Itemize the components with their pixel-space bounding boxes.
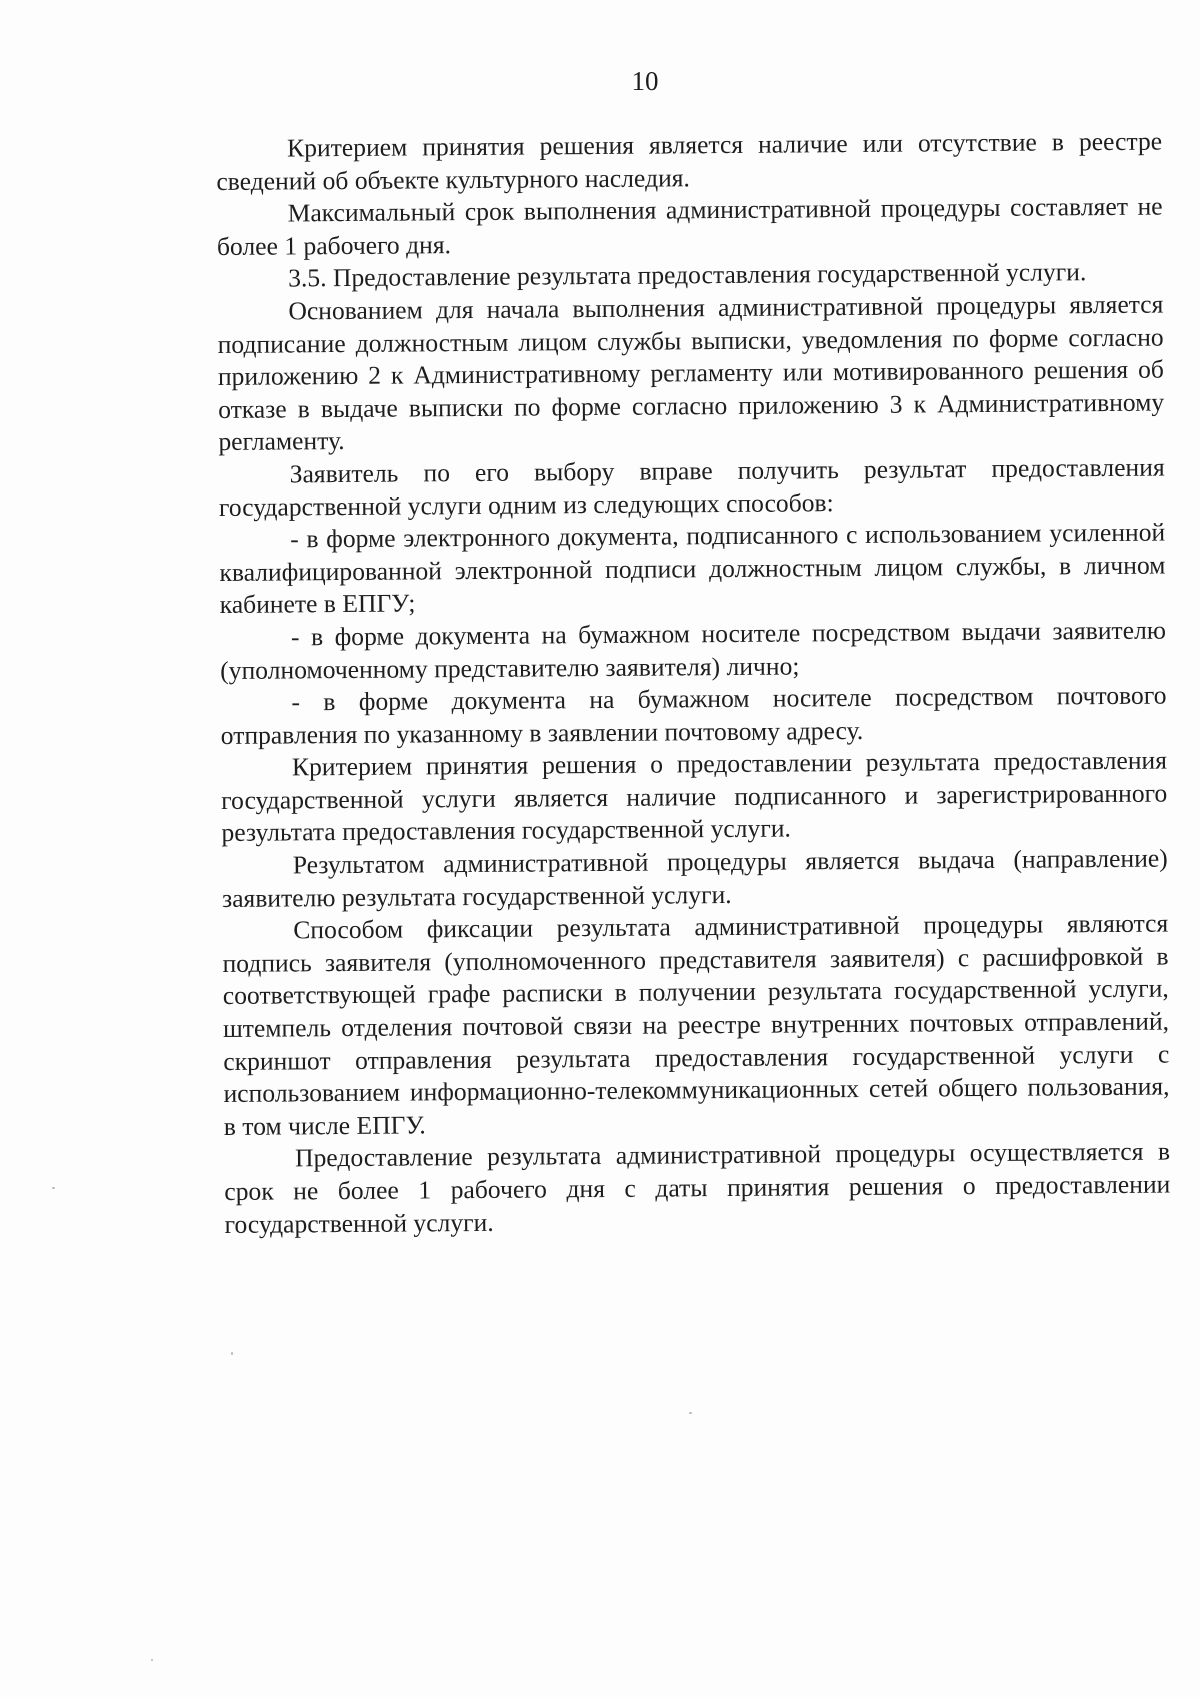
paragraph-delivery-term: Предоставление результата административной процедуры осуществляется в срок не более 1 рабочего дня с даты принятия решения о предоставлении государственной услуги.	[224, 1136, 1171, 1239]
paragraph-criterion-registry: Критерием принятия решения является наличие или отсутствие в реестре сведений об объекте культурного наследия.	[216, 126, 1163, 196]
list-item-paper-by-post: - в форме документа на бумажном носителе посредством почтового отправления по указанному в заявлении почтовому адресу.	[220, 680, 1167, 750]
paragraph-recording-method: Способом фиксации результата административной процедуры являются подпись заявителя (уполномоченного представителя заявителя) с расшифровкой в соответствующей графе расписки в получении результата государственной услуги, штемпель отделения почтовой связи на реестре внутренних почтовых отправлений, скриншот отправления результата предоставления государственной услуги с использованием информационно-телекоммуникационных сетей общего пользования, в том числе ЕПГУ.	[222, 908, 1170, 1141]
paragraph-decision-criterion: Критерием принятия решения о предоставлении результата предоставления государственной услуги является наличие подписанного и зарегистрированного результата предоставления государственной услуги.	[221, 745, 1168, 848]
paragraph-grounds: Основанием для начала выполнения административной процедуры является подписание должностным лицом службы выписки, уведомления по форме согласно приложению 2 к Административному регламенту или мотивированного решения об отказе в выдаче выписки по форме согласно приложению 3 к Административному регламенту.	[217, 289, 1165, 457]
list-item-paper-in-person: - в форме документа на бумажном носителе посредством выдачи заявителю (уполномоченному представителю заявителя) лично;	[220, 615, 1167, 685]
scan-speck	[52, 1187, 55, 1189]
paragraph-result: Результатом административной процедуры является выдача (направление) заявителю результата государственной услуги.	[221, 843, 1168, 913]
scan-speck	[151, 1659, 153, 1661]
list-item-electronic: - в форме электронного документа, подписанного с использованием усиленной квалифицированной электронной подписи должностным лицом службы, в личном кабинете в ЕПГУ;	[219, 517, 1166, 620]
section-heading-3-5: 3.5. Предоставление результата предоставления государственной услуги.	[288, 257, 1087, 293]
paragraph-max-term: Максимальный срок выполнения административной процедуры составляет не более 1 рабочего дня.	[216, 191, 1163, 261]
paragraph-applicant-choice: Заявитель по его выбору вправе получить результат предоставления государственной услуги одним из следующих способов:	[218, 452, 1165, 522]
scan-speck	[689, 1412, 692, 1414]
page-number: 10	[631, 66, 659, 96]
document-body	[216, 126, 1171, 1242]
scan-speck	[231, 1352, 233, 1355]
